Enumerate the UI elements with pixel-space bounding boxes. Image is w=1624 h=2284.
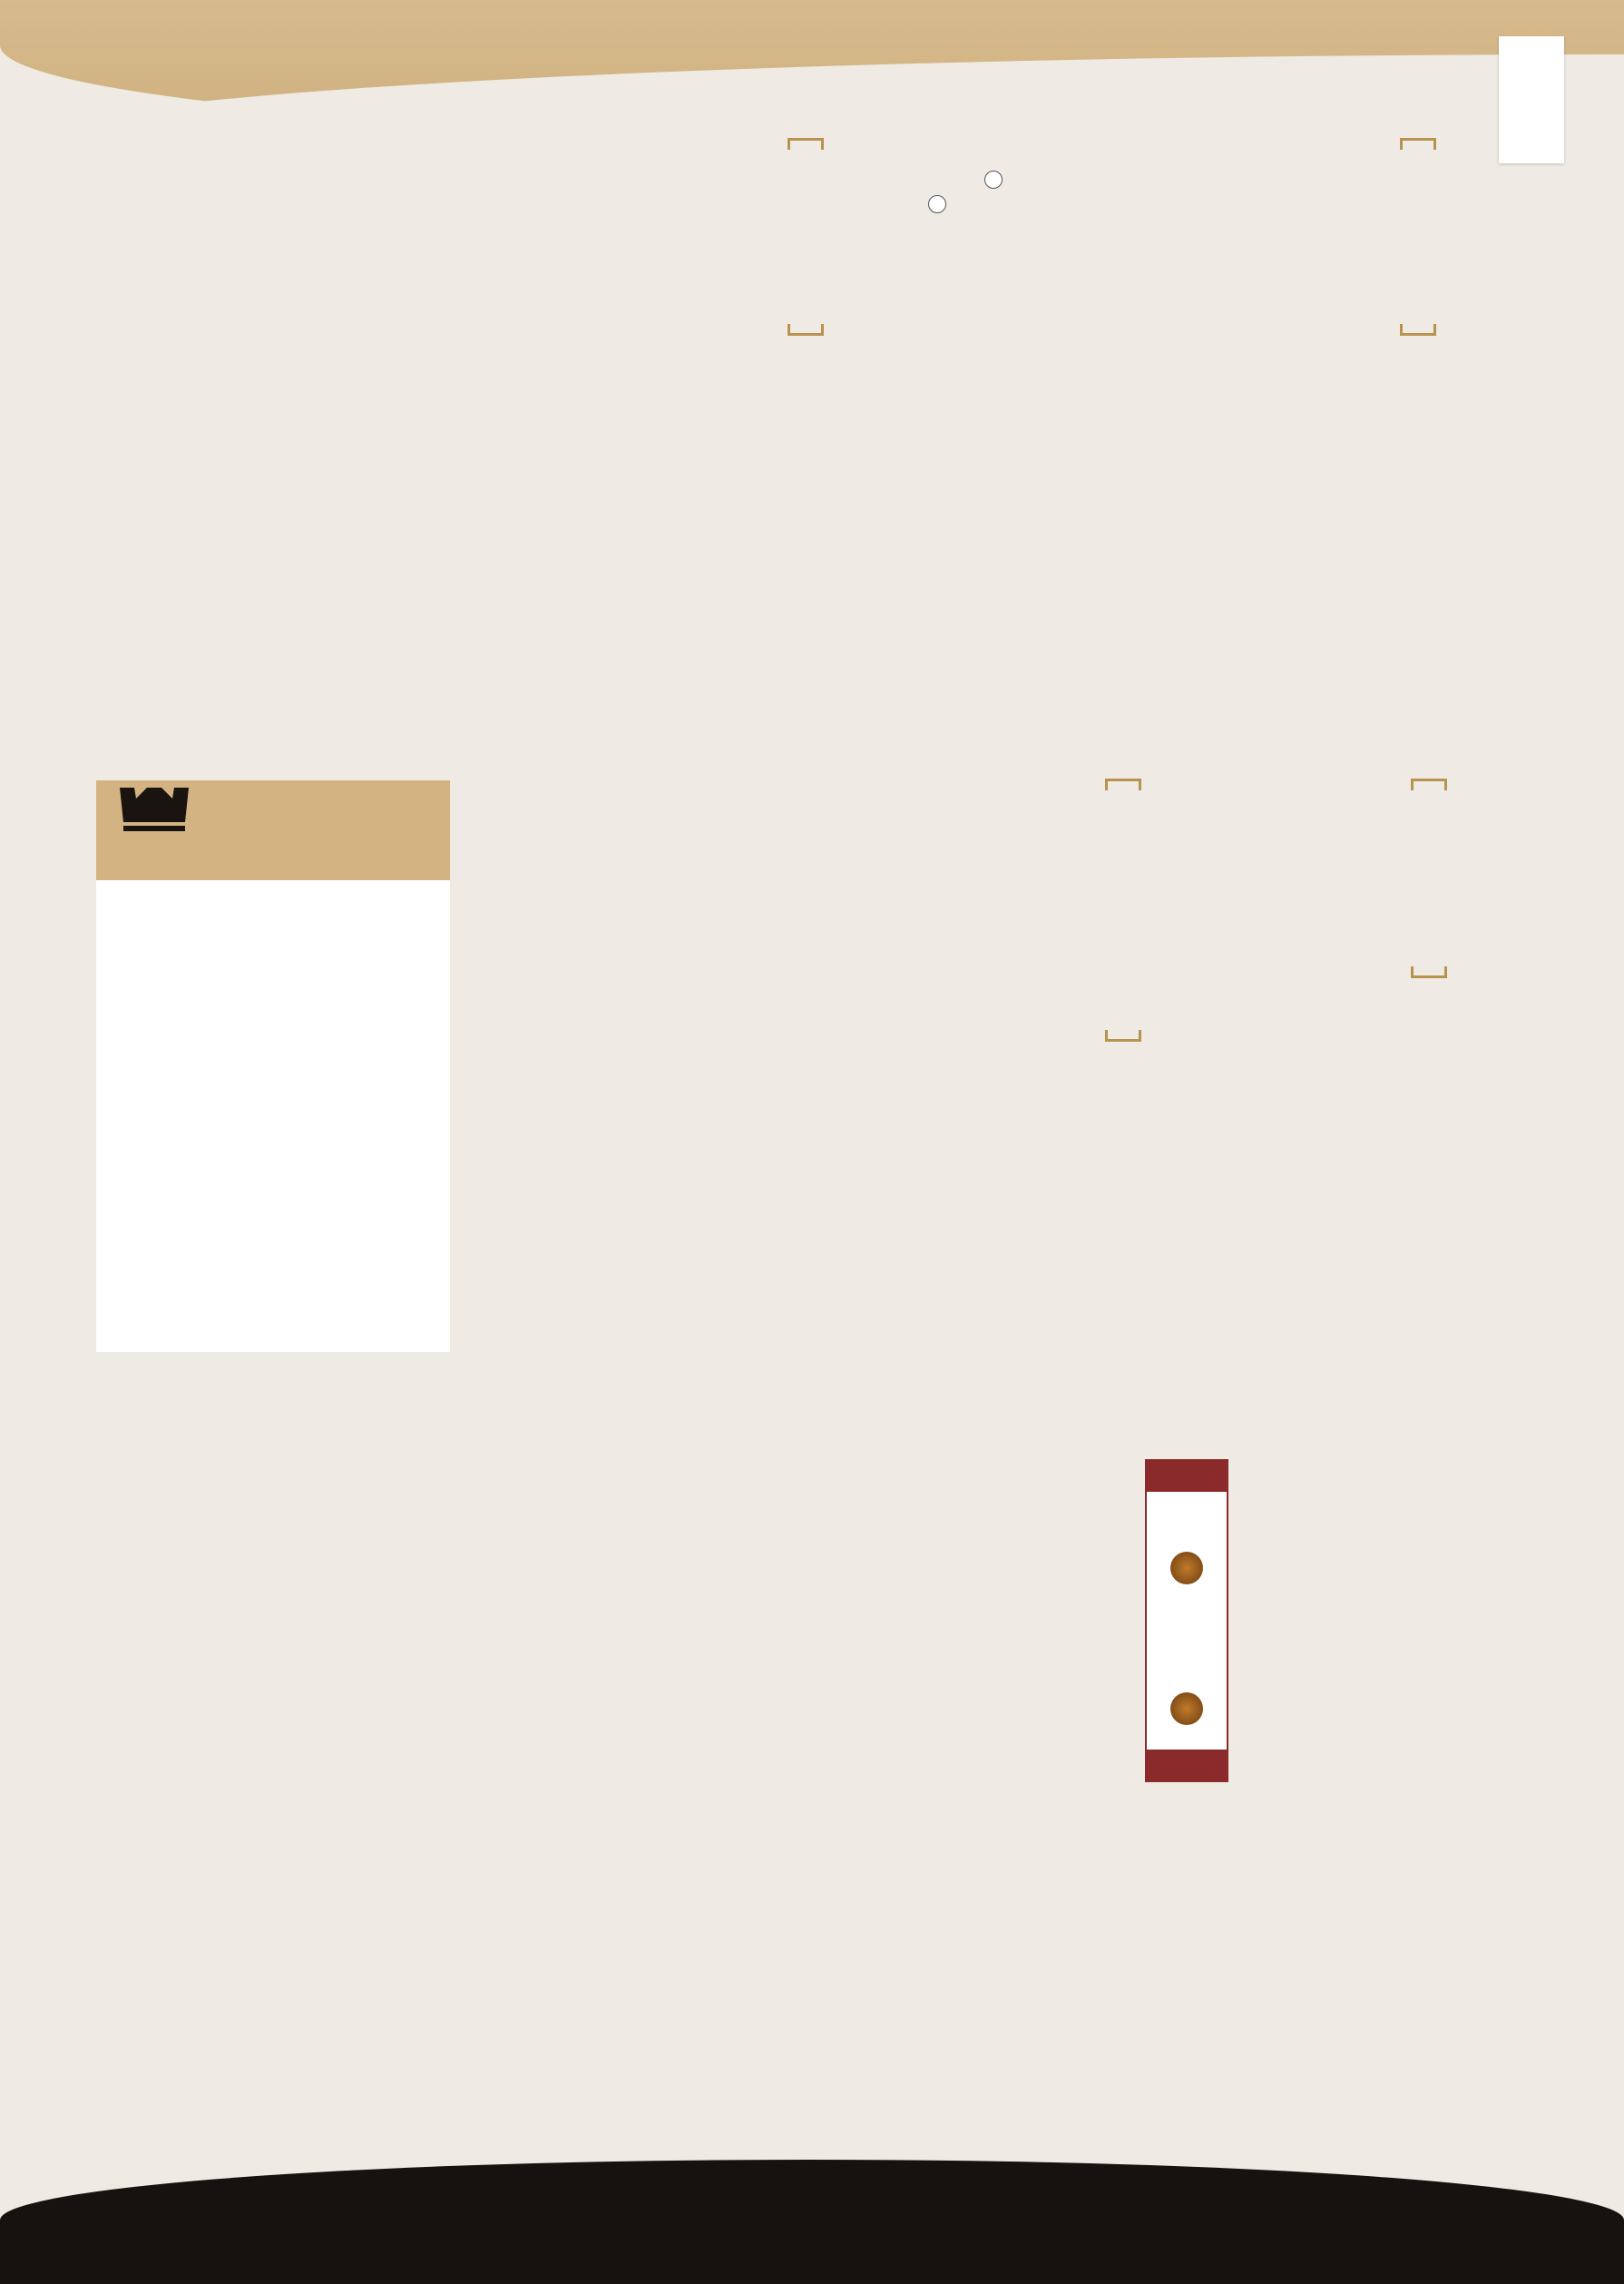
bracket-top	[1400, 138, 1436, 150]
promo-foot	[1147, 1750, 1227, 1780]
promo-head	[1147, 1461, 1227, 1492]
bracket-bottom	[788, 324, 824, 336]
fried-food-image	[1170, 1552, 1203, 1584]
bracket-top	[788, 138, 824, 150]
bracket-bottom	[1105, 1030, 1141, 1042]
bracket-top	[1105, 779, 1141, 790]
promo-box	[1145, 1459, 1228, 1782]
fried-food-image	[1170, 1692, 1203, 1725]
crown-icon	[116, 779, 192, 833]
bottom-band	[0, 2160, 1624, 2284]
bracket-bottom	[1400, 324, 1436, 336]
bracket-top	[1411, 779, 1447, 790]
bracket-bottom	[1411, 966, 1447, 978]
include-badge	[928, 195, 946, 213]
sides-panel	[96, 880, 450, 1352]
seafood-addon-ribbon	[1499, 36, 1564, 163]
include-badge	[984, 171, 1003, 189]
